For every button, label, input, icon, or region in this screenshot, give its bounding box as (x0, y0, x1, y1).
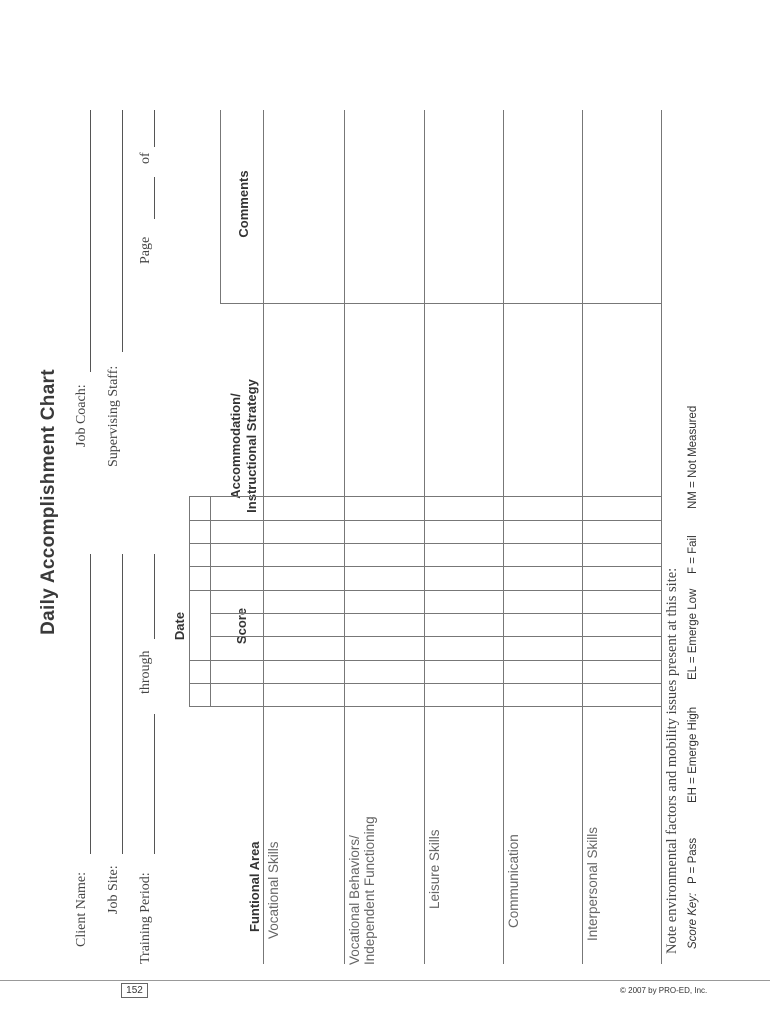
grid-line (189, 590, 661, 591)
grid-line (189, 706, 661, 707)
grid-line (189, 520, 661, 521)
grid-line (424, 110, 425, 964)
date-header: Date (172, 611, 187, 641)
through-label: through (138, 650, 153, 694)
comments-header: Comments (236, 170, 251, 238)
training-period-start-field[interactable] (154, 714, 155, 854)
row-label-independent-functioning: Independent Functioning (362, 816, 377, 965)
grid-line (189, 660, 661, 661)
grid-line (210, 636, 661, 637)
score-key-pass: P = Pass (687, 837, 699, 884)
grid-line (189, 497, 190, 707)
row-label-communication: Communication (506, 834, 521, 928)
score-key-label: Score Key: (687, 892, 699, 949)
grid-line (189, 496, 661, 497)
grid-line (189, 683, 661, 684)
score-key-fail: F = Fail (687, 535, 699, 574)
grid-line (220, 303, 661, 304)
score-key-emerge-low: EL = Emerge Low (687, 588, 699, 680)
row-label-vocational-skills: Vocational Skills (266, 841, 281, 939)
score-key-emerge-high: EH = Emerge High (687, 706, 699, 803)
row-label-vocational-behaviors: Vocational Behaviors/ (347, 835, 362, 965)
supervising-staff-field[interactable] (122, 110, 123, 352)
row-label-leisure-skills: Leisure Skills (427, 829, 442, 909)
training-period-label: Training Period: (138, 872, 153, 964)
grid-line (189, 543, 661, 544)
grid-line (263, 110, 264, 964)
row-label-interpersonal-skills: Interpersonal Skills (585, 826, 600, 941)
page-total-field[interactable] (154, 110, 155, 147)
functional-area-header: Funtional Area (247, 841, 262, 932)
page-number: 152 (121, 983, 148, 998)
job-site-field[interactable] (122, 554, 123, 854)
grid-line (189, 566, 661, 567)
client-name-label: Client Name: (74, 871, 89, 947)
score-header: Score (234, 607, 249, 645)
page-label: Page (138, 236, 153, 264)
page-number-field[interactable] (154, 177, 155, 219)
score-key-not-measured: NM = Not Measured (687, 405, 699, 509)
job-coach-label: Job Coach: (74, 384, 89, 447)
accommodation-header-line2: Instructional Strategy (244, 379, 259, 513)
training-period-end-field[interactable] (154, 554, 155, 639)
of-label: of (138, 152, 153, 164)
footer-rule (0, 980, 770, 981)
copyright: © 2007 by PRO-ED, Inc. (620, 986, 708, 995)
grid-line (503, 110, 504, 964)
grid-line (210, 497, 211, 707)
grid-line (220, 110, 221, 304)
job-coach-field[interactable] (90, 110, 91, 372)
client-name-field[interactable] (90, 554, 91, 854)
supervising-staff-label: Supervising Staff: (106, 365, 121, 467)
job-site-label: Job Site: (106, 865, 121, 914)
accommodation-header-line1: Accommodation/ (228, 393, 243, 499)
grid-line (661, 110, 662, 964)
page-title: Daily Accomplishment Chart (38, 369, 59, 635)
environment-note: Note environmental factors and mobility issues present at this site: (664, 567, 680, 954)
grid-line (344, 110, 345, 964)
grid-line (210, 613, 661, 614)
grid-line (582, 110, 583, 964)
